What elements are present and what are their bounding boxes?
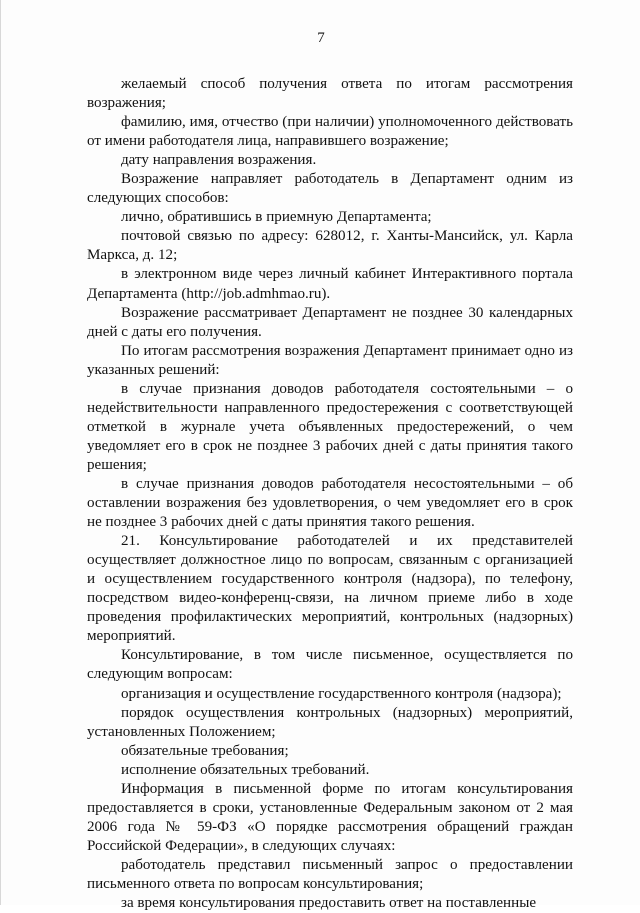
paragraph: желаемый способ получения ответа по итогам рассмотрения возражения; (87, 76, 573, 112)
paragraph: Возражение рассматривает Департамент не позднее 30 календарных дней с даты его получения. (87, 304, 573, 340)
paragraph: лично, обратившись в приемную Департамента; (121, 209, 432, 226)
paragraph: По итогам рассмотрения возражения Департамент принимает одно из указанных решений: (87, 342, 573, 378)
paragraph: за время консультирования предоставить ответ на поставленные (121, 895, 537, 912)
page-number: 7 (317, 30, 325, 46)
paragraph: в случае признания доводов работодателя несостоятельными – об оставлении возражения без удовлетворения, о чем уведомляет его в срок не позднее 3 рабочих дней с даты принятия такого решения. (87, 475, 573, 531)
paragraph: исполнение обязательных требований. (121, 761, 370, 778)
paragraph: Информация в письменной форме по итогам консультирования предоставляется в сроки, установленные Федеральным законом от 2 мая 2006 года № 59-ФЗ «О порядке рассмотрения обращений граждан Российской Федерации», в следующих случаях: (87, 780, 573, 854)
paragraph: порядок осуществления контрольных (надзорных) мероприятий, установленных Положением; (87, 704, 573, 740)
paragraph: в случае признания доводов работодателя состоятельными – о недействительности направленного предостережения с соответствующей отметкой в журнале учета объявленных предостережений, о чем уведомляет его в срок не позднее 3 рабочих дней с даты принятия такого решения; (87, 380, 573, 473)
paragraph: работодатель представил письменный запрос о предоставлении письменного ответа по вопросам консультирования; (87, 856, 573, 892)
paragraph: Возражение направляет работодатель в Департамент одним из следующих способов: (87, 171, 573, 207)
paragraph: Консультирование, в том числе письменное, осуществляется по следующим вопросам: (87, 647, 573, 683)
paragraph: почтовой связью по адресу: 628012, г. Ханты-Мансийск, ул. Карла Маркса, д. 12; (87, 228, 573, 264)
document-body (87, 75, 573, 913)
paragraph: организация и осуществление государственного контроля (надзора); (121, 685, 562, 702)
paragraph: 21. Консультирование работодателей и их представителей осуществляет должностное лицо по вопросам, связанным с организацией и осуществлением государственного контроля (надзора), по телефону, посредством видео-конференц-связи, на личном приеме либо в ходе проведения профилактических мероприятий, контрольных (надзорных) мероприятий. (87, 533, 573, 645)
paragraph: дату направления возражения. (121, 152, 317, 169)
paragraph: обязательные требования; (121, 742, 289, 759)
paragraph: в электронном виде через личный кабинет Интерактивного портала Департамента (http://job.admhmao.ru). (87, 266, 573, 302)
paragraph: фамилию, имя, отчество (при наличии) уполномоченного действовать от имени работодателя лица, направившего возражение; (87, 114, 573, 150)
